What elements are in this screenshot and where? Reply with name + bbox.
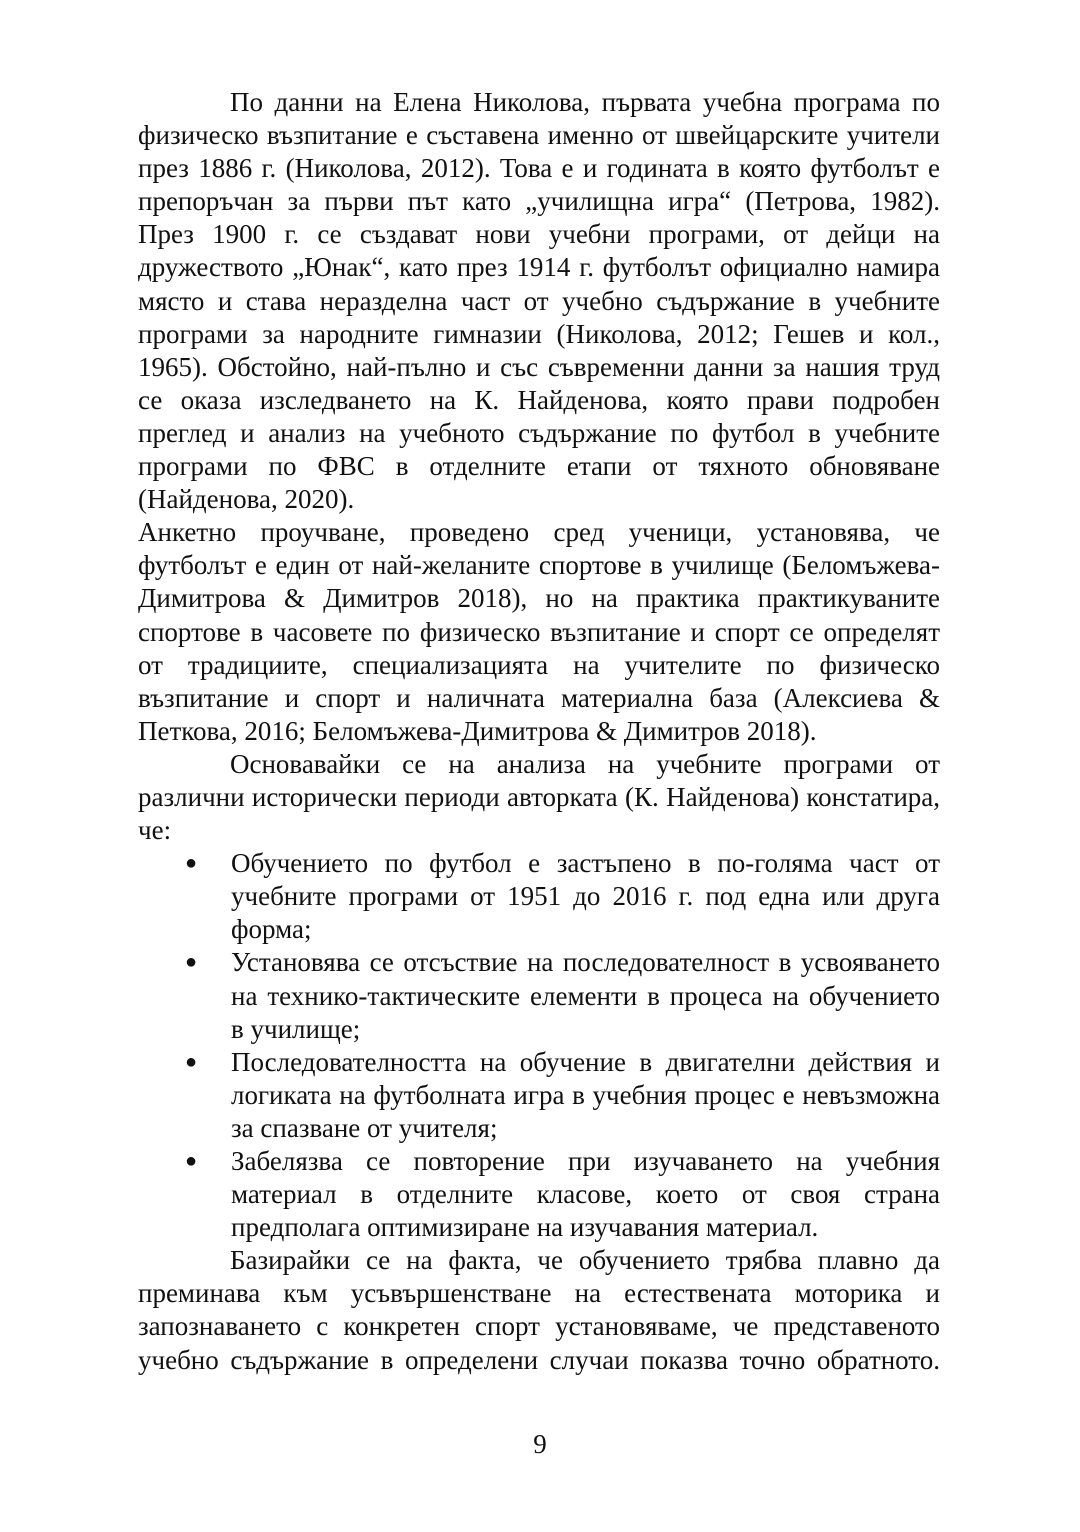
list-item-text: Забелязва се повторение при изучаването на учебния материал в отделните класове, което от своя страна предполага оптимизиране на изучавания материал.: [231, 1146, 940, 1243]
list-item: [138, 847, 940, 946]
bullet-icon: ●: [185, 951, 198, 974]
paragraph-survey: Анкетно проучване, проведено сред ученици, установява, че футболът е един от най-желаните спортове в училище (Беломъжева-Димитрова & Димитров 2018), но на практика практикуваните спортове в часовете по физическо възпитание и спорт се определят от традициите, специализацията на учителите по физическо възпитание и спорт и наличната материална база (Алексиева & Петкова, 2016; Беломъжева-Димитрова & Димитров 2018).: [138, 517, 940, 746]
bullet-icon: ●: [185, 852, 198, 875]
paragraph-history: По данни на Елена Николова, първата учебна програма по физическо възпитание е съставена именно от швейцарските учители през 1886 г. (Николова, 2012). Това е и годината в която футболът е препоръчан за първи път като „училищна игра“ (Петрова, 1982). През 1900 г. се създават нови учебни програми, от дейци на дружеството „Юнак“, като през 1914 г. футболът официално намира място и става неразделна част от учебно съдържание в учебните програми за народните гимназии (Николова, 2012; Гешев и кол., 1965). Обстойно, най-пълно и със съвременни данни за нашия труд се оказа изследването на К. Найденова, която прави подробен преглед и анализ на учебното съдържание по футбол в учебните програми по ФВС в отделните етапи от тяхното обновяване (Найденова, 2020).: [138, 87, 940, 515]
list-item: [138, 1145, 940, 1244]
page-number: 9: [533, 1429, 547, 1459]
list-item: [138, 1046, 940, 1145]
findings-list: [138, 847, 940, 1244]
bullet-icon: ●: [185, 1050, 198, 1073]
list-item-text: Последователността на обучение в двигателни действия и логиката на футболната игра в учебния процес е невъзможна за спазване от учителя;: [231, 1046, 940, 1143]
list-item-text: Обучението по футбол е застъпено в по-голяма част от учебните програми от 1951 до 2016 г. под една или друга форма;: [231, 848, 940, 945]
page-body: [138, 86, 940, 1377]
paragraph-analysis-intro: Основавайки се на анализа на учебните програми от различни исторически периоди авторката (К. Найденова) констатира, че:: [138, 748, 940, 846]
list-item-text: Установява се отсъствие на последователност в усвояването на технико-тактическите елементи в процеса на обучението в училище;: [231, 947, 940, 1044]
bullet-icon: ●: [185, 1150, 198, 1172]
list-item: [138, 946, 940, 1045]
paragraph-conclusion: Базирайки се на факта, че обучението трябва плавно да преминава към усъвършенстване на естествената моторика и запознаването с конкретен спорт установяваме, че представеното учебно съдържание в определени случаи показва точно обратното.: [138, 1245, 940, 1375]
